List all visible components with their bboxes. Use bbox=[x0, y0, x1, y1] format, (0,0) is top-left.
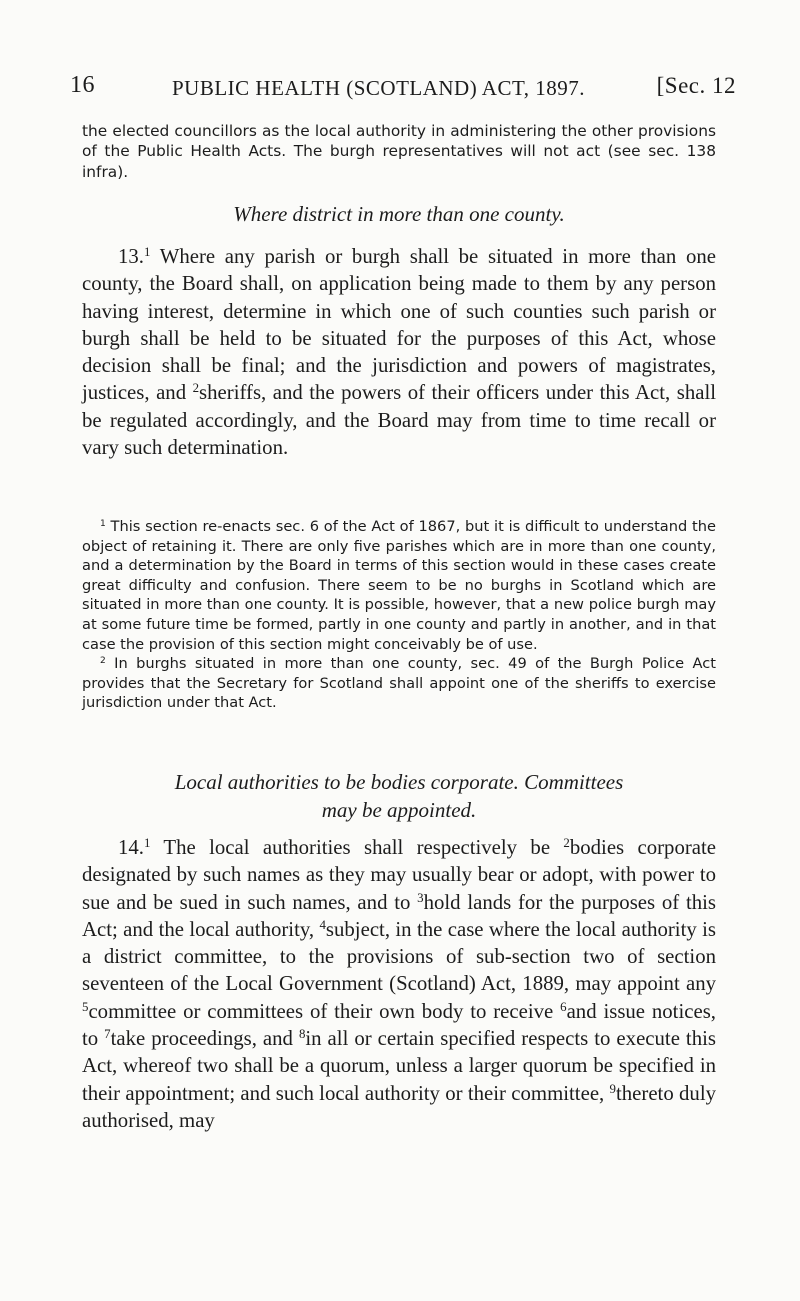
footnote-marker: 6 bbox=[560, 999, 567, 1014]
intro-text: the elected councillors as the local authority in administering the other provisions of the Public Health Acts. The burgh representatives will not act (see sec. 138 infra). bbox=[82, 122, 716, 181]
section-13-text-b: sheriffs, and the powers of their officers under this Act, shall be regulated accordingly, and the Board may from time to time recall or vary such determination. bbox=[82, 381, 716, 460]
section-14-heading-line-2: may be appointed. bbox=[321, 798, 477, 822]
footnote-1-text: This section re-enacts sec. 6 of the Act of 1867, but it is difficult to understand the object of retaining it. There are only five parishes which are in more than one county, and a determination by the Board in terms of this section would in these cases create great difficulty and confusion. There seem to be no burghs in Scotland which are situated in more than one county. It is possible, however, that a new police burgh may at some future time be formed, partly in one county and partly in another, and in that case the provision of this section might conceivably be of use. bbox=[82, 518, 716, 653]
section-14-text: in all or certain specified respects to execute this Act, whereof two shall be a quorum, unless a larger quorum be specified in their appointment; and such local authority or their committee, bbox=[82, 1027, 716, 1105]
section-13-number: 13. bbox=[118, 245, 144, 268]
section-14-heading-line-1: Local authorities to be bodies corporate. Committees bbox=[174, 770, 624, 794]
footnote-marker: 1 bbox=[144, 835, 151, 850]
footnote-marker: 8 bbox=[298, 1027, 306, 1041]
footnote-2 bbox=[82, 654, 716, 713]
footnote-marker: 2 bbox=[563, 835, 570, 850]
footnote-marker: 5 bbox=[82, 999, 89, 1014]
section-13-body bbox=[82, 243, 716, 461]
section-14-heading bbox=[82, 768, 716, 824]
section-14-text: bodies corporate designated by such names as they may usually bear or adopt, with power to sue and be sued in such names, and to bbox=[82, 836, 717, 914]
section-14-text: and issue notices, to bbox=[82, 999, 716, 1051]
footnote-marker: 4 bbox=[319, 917, 326, 932]
section-14-text: committee or committees of their own body to receive bbox=[88, 999, 561, 1023]
section-14-body bbox=[82, 834, 716, 1134]
section-13-footnotes bbox=[82, 517, 716, 713]
footnote-marker: 9 bbox=[609, 1081, 616, 1096]
running-title: PUBLIC HEALTH (SCOTLAND) ACT, 1897. bbox=[172, 76, 586, 100]
section-13-text-a: Where any parish or burgh shall be situated in more than one county, the Board shall, on application being made to them by any person having interest, determine in which one of such counties such parish or burgh shall be held to be situated for the purposes of this Act, whose decision shall be final; and the jurisdiction and powers of magistrates, justices, and bbox=[82, 245, 716, 405]
footnote-marker: 2 bbox=[192, 381, 200, 396]
footnote-2-text: In burghs situated in more than one county, sec. 49 of the Burgh Police Act provides that the Secretary for Scotland shall appoint one of the sheriffs to exercise jurisdiction under that Act. bbox=[82, 655, 716, 712]
footnote-marker: 7 bbox=[104, 1027, 111, 1041]
footnote-1-marker: 1 bbox=[100, 519, 106, 530]
footnote-marker: 1 bbox=[144, 244, 151, 259]
section-14-text: thereto duly authorised, may bbox=[82, 1081, 716, 1132]
footnote-marker: 3 bbox=[417, 890, 424, 905]
page-number: 16 bbox=[70, 72, 95, 98]
footnote-1 bbox=[82, 517, 716, 654]
section-14-text: subject, in the case where the local authority is a district committee, to the provisions of sub-section two of section seventeen of the Local Government (Scotland) Act, 1889, may appoint any bbox=[82, 917, 716, 996]
footnote-2-marker: 2 bbox=[100, 656, 106, 667]
section-13-heading: Where district in more than one county. bbox=[233, 202, 565, 226]
section-14-number: 14. bbox=[118, 836, 144, 859]
section-14-text: hold lands for the purposes of this Act; and the local authority, bbox=[82, 890, 716, 941]
section-reference: [Sec. 12 bbox=[656, 73, 736, 98]
running-header bbox=[70, 70, 736, 110]
section-14-text: The local authorities shall respectively be bbox=[150, 836, 564, 859]
section-14-text: take proceedings, and bbox=[110, 1027, 299, 1051]
intro-paragraph bbox=[82, 121, 716, 182]
